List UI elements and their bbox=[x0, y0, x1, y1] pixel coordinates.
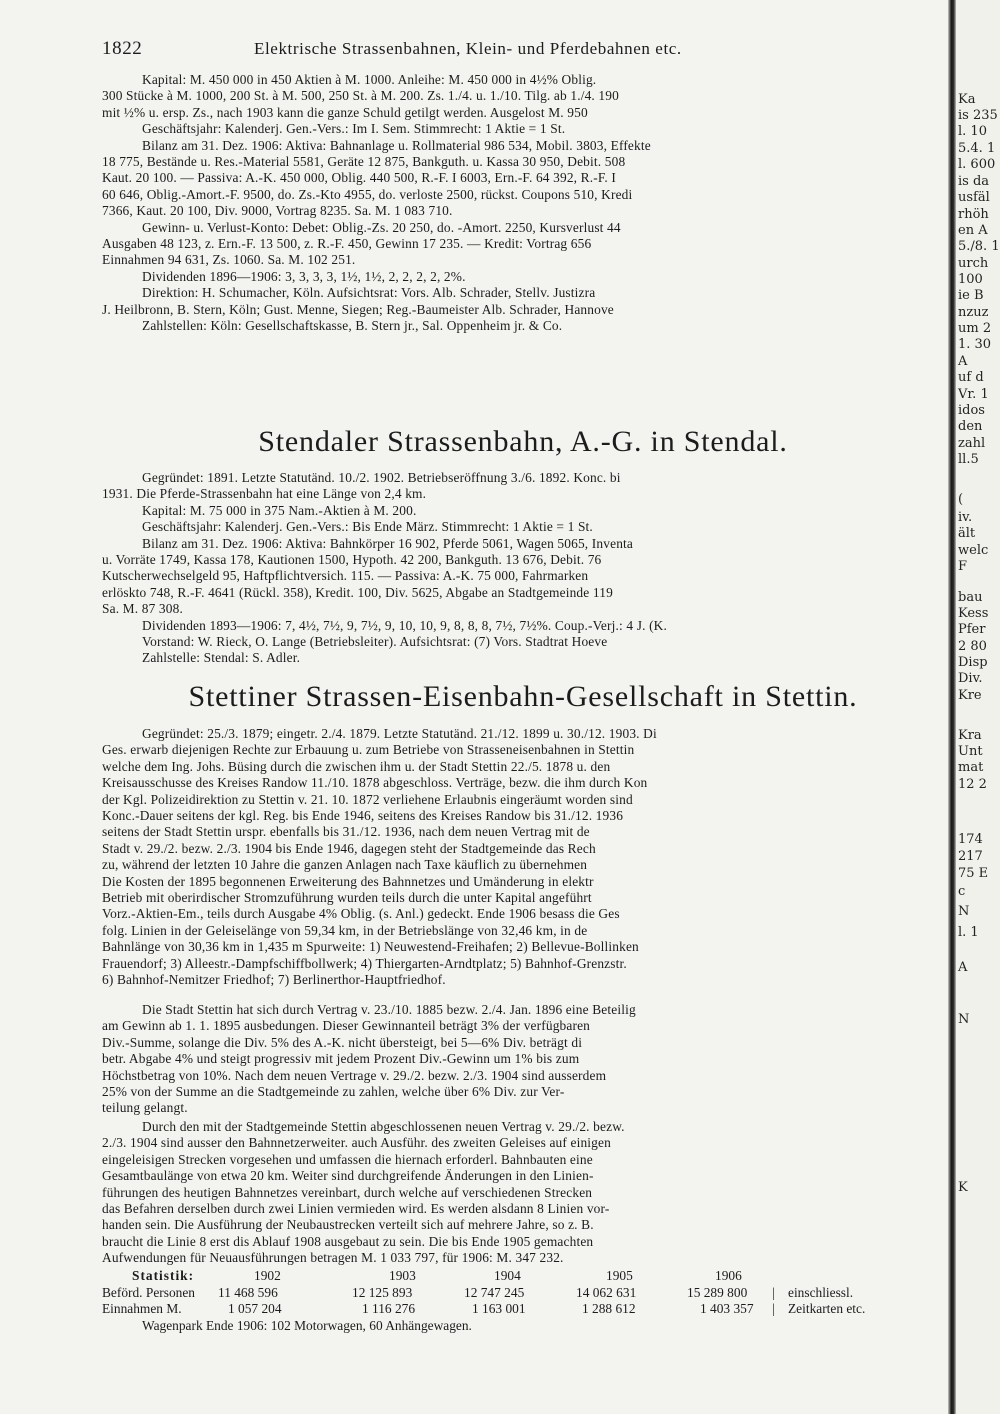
text-line: Gegründet: 1891. Letzte Statutänd. 10./2. 1902. Betriebseröffnung 3./6. 1892. Konc. bi bbox=[142, 470, 621, 485]
adjacent-page-text-fragment: Kra bbox=[958, 728, 982, 743]
adjacent-page-text-fragment: idos bbox=[958, 403, 985, 418]
adjacent-page-text-fragment: 75 E bbox=[958, 866, 989, 881]
text-line: 25% von der Summe an die Stadtgemeinde zu zahlen, welche über 6% Div. zur Ver- bbox=[102, 1084, 565, 1100]
adjacent-page-text-fragment: 5.4. 1 bbox=[958, 141, 996, 156]
adjacent-page-text-fragment: 1. 30 bbox=[958, 337, 992, 352]
adjacent-page-text-fragment: 217 bbox=[958, 849, 983, 864]
adjacent-page-text-fragment: is da bbox=[958, 174, 990, 189]
adjacent-page-text-fragment: 100 bbox=[958, 272, 983, 287]
year-header: 1903 bbox=[389, 1268, 416, 1283]
adjacent-page-text-fragment: mat bbox=[958, 760, 984, 775]
text-line: Höchstbetrag von 10%. Nach dem neuen Vertrage v. 29./2. bezw. 2./3. 1904 sind ausserdem bbox=[102, 1067, 607, 1083]
text-line: u. Vorräte 1749, Kassa 178, Kautionen 1500, Hypoth. 42 200, Bankguth. 13 676, Debit. 76 bbox=[102, 552, 602, 568]
row-label: Beförd. Personen bbox=[102, 1284, 195, 1300]
section-heading-stendal: Stendaler Strassenbahn, A.-G. in Stendal. bbox=[258, 425, 788, 458]
adjacent-page-text-fragment: ält bbox=[958, 526, 976, 541]
fleet-note: Wagenpark Ende 1906: 102 Motorwagen, 60 Anhängewagen. bbox=[142, 1317, 472, 1333]
book-gutter bbox=[948, 0, 956, 1414]
table-cell: 1 163 001 bbox=[472, 1301, 526, 1316]
adjacent-page-text-fragment: ie B bbox=[958, 288, 984, 303]
section-heading-stettin: Stettiner Strassen-Eisenbahn-Gesellschaft in Stettin. bbox=[188, 680, 858, 713]
text-line: Die Stadt Stettin hat sich durch Vertrag v. 23./10. 1885 bezw. 2./4. Jan. 1896 eine Beteilig bbox=[142, 1002, 636, 1017]
adjacent-page-text-fragment: nzuz bbox=[958, 305, 989, 320]
text-line: 2./3. 1904 sind ausser den Bahnnetzerweiter. auch Ausführ. des zweiten Geleises auf einigen bbox=[102, 1135, 611, 1151]
year-header: 1905 bbox=[606, 1268, 633, 1283]
adjacent-page-text-fragment: 12 2 bbox=[958, 777, 987, 792]
text-line: 1931. Die Pferde-Strassenbahn hat eine Länge von 2,4 km. bbox=[102, 486, 427, 502]
text-line: 6) Bahnhof-Nemitzer Friedhof; 7) Berlinerthor-Hauptfriedhof. bbox=[102, 972, 446, 988]
statistics-row bbox=[102, 1301, 944, 1318]
table-cell: 11 468 596 bbox=[218, 1284, 278, 1300]
text-line: mit ½% u. ersp. Zs., nach 1903 kann die ganze Schuld getilgt werden. Ausgelost M. 950 bbox=[102, 104, 588, 120]
text-line: Zahlstelle: Stendal: S. Adler. bbox=[142, 650, 301, 666]
adjacent-page-text-fragment: Kess bbox=[958, 606, 989, 621]
text-line: Direktion: H. Schumacher, Köln. Aufsichtsrat: Vors. Alb. Schrader, Stellv. Justizra bbox=[142, 285, 596, 301]
text-line: Einnahmen 94 631, Zs. 1060. Sa. M. 102 251. bbox=[102, 252, 356, 268]
text-line: Kapital: M. 75 000 in 375 Nam.-Aktien à M. 200. bbox=[142, 502, 417, 518]
adjacent-page-text-fragment: zahl bbox=[958, 436, 986, 451]
adjacent-page-text-fragment: K bbox=[958, 1180, 968, 1195]
year-header: 1904 bbox=[494, 1268, 521, 1283]
statistics-row bbox=[102, 1285, 944, 1302]
text-line: eingeleisigen Strecken vorgesehen und umfassen die hiernach erforderl. Bahnbauten eine bbox=[102, 1151, 593, 1167]
text-line: Ges. erwarb diejenigen Rechte zur Erbauung u. zum Betriebe von Strasseneisenbahnen in Stettin bbox=[102, 742, 635, 758]
adjacent-page-text-fragment: Vr. 1 bbox=[958, 387, 989, 402]
adjacent-page-text-fragment: den bbox=[958, 419, 983, 434]
adjacent-page-text-fragment: c bbox=[958, 884, 966, 899]
statistics-header-row bbox=[102, 1268, 944, 1285]
text-line: seitens der Stadt Stettin urspr. ebenfalls bis 31./12. 1936, nach dem neuen Vertrag mit de bbox=[102, 824, 590, 840]
adjacent-page-text-fragment: ( bbox=[958, 492, 964, 507]
text-line: Kapital: M. 450 000 in 450 Aktien à M. 1000. Anleihe: M. 450 000 in 4½% Oblig. bbox=[142, 72, 597, 87]
year-header: 1906 bbox=[715, 1268, 742, 1283]
text-line: Gewinn- u. Verlust-Konto: Debet: Oblig.-Zs. 20 250, do. -Amort. 2250, Kursverlust 44 bbox=[142, 219, 621, 235]
text-line: Kreisausschusse des Kreises Randow 11./10. 1878 abgeschloss. Verträge, bezw. die ihm durch Kon bbox=[102, 775, 648, 791]
page-number: 1822 bbox=[102, 38, 143, 59]
adjacent-page-text-fragment: Pfer bbox=[958, 622, 986, 637]
adjacent-page-text-fragment: N bbox=[958, 1012, 970, 1027]
statistics-label: Statistik: bbox=[132, 1268, 195, 1283]
text-line: Dividenden 1893—1906: 7, 4½, 7½, 9, 7½, 9, 10, 10, 9, 8, 8, 8, 7½, 7½%. Coup.-Verj.: 4 J. (K. bbox=[142, 617, 667, 633]
text-line: Geschäftsjahr: Kalenderj. Gen.-Vers.: Im I. Sem. Stimmrecht: 1 Aktie = 1 St. bbox=[142, 121, 566, 137]
text-line: 60 646, Oblig.-Amort.-F. 9500, do. Zs.-Kto 4955, do. verloste 2500, rückst. Coupons 510, Kredi bbox=[102, 186, 633, 202]
adjacent-page-text-fragment: urch bbox=[958, 256, 989, 271]
text-line: betr. Abgabe 4% und steigt progressiv mit jedem Prozent Div.-Gewinn um 1% bis zum bbox=[102, 1051, 580, 1067]
text-line: Frauendorf; 3) Alleestr.-Dampfschiffbollwerk; 4) Thiergarten-Arndtplatz; 5) Bahnhof-Grenzstr. bbox=[102, 955, 627, 971]
adjacent-page-text-fragment: bau bbox=[958, 590, 983, 605]
paragraph-city-participation bbox=[102, 1002, 944, 1117]
adjacent-page-text-fragment: um 2 bbox=[958, 321, 992, 336]
adjacent-page-text-fragment: l. 1 bbox=[958, 925, 979, 940]
statistics-table bbox=[102, 1268, 944, 1334]
text-line: Bilanz am 31. Dez. 1906: Aktiva: Bahnkörper 16 902, Pferde 5061, Wagen 5065, Inventa bbox=[142, 535, 633, 551]
text-line: Div.-Summe, solange die Div. 5% des A.-K. nicht übersteigt, bei 5—6% Div. beträgt di bbox=[102, 1034, 583, 1050]
text-line: folg. Linien in der Geleiselänge von 59,34 km, in der Betriebslänge von 32,46 km, in de bbox=[102, 922, 588, 938]
text-line: führungen des heutigen Bahnnetzes vereinbart, durch welche auf verschiedenen Strecken bbox=[102, 1184, 593, 1200]
text-line: Gesamtbaulänge von etwa 20 km. Weiter sind durchgreifende Änderungen in den Linien- bbox=[102, 1168, 594, 1184]
brace: | bbox=[772, 1284, 775, 1300]
adjacent-page-text-fragment: l. 600 bbox=[958, 157, 996, 172]
brace: | bbox=[772, 1301, 775, 1316]
text-line: Stadt v. 29./2. bezw. 2./3. 1904 bis Ende 1946, dagegen steht der Stadtgemeinde das Rech bbox=[102, 840, 596, 856]
adjacent-page-text-fragment: ll.5 bbox=[958, 452, 979, 467]
text-line: teilung gelangt. bbox=[102, 1100, 188, 1116]
text-line: zu, während der letzten 10 Jahre die ganzen Anlagen nach Taxe käuflich zu übernehmen bbox=[102, 857, 588, 873]
page-header bbox=[102, 38, 942, 62]
text-line: J. Heilbronn, B. Stern, Köln; Gust. Menne, Siegen; Reg.-Baumeister Alb. Schrader, Hannove bbox=[102, 301, 614, 317]
text-line: Durch den mit der Stadtgemeinde Stettin abgeschlossenen neuen Vertrag v. 29./2. bezw. bbox=[142, 1119, 625, 1134]
adjacent-page-text-fragment: A bbox=[958, 354, 968, 369]
adjacent-page-text-fragment: rhöh bbox=[958, 207, 989, 222]
adjacent-page-text-fragment: usfäl bbox=[958, 190, 990, 205]
section-previous-company bbox=[102, 72, 944, 335]
row-note: Zeitkarten etc. bbox=[788, 1301, 866, 1316]
adjacent-page-text-fragment: is 235 bbox=[958, 108, 998, 123]
adjacent-page-text-fragment: Unt bbox=[958, 744, 983, 759]
text-line: 7366, Kaut. 20 100, Div. 9000, Vortrag 8235. Sa. M. 1 083 710. bbox=[102, 203, 453, 219]
table-cell: 14 062 631 bbox=[576, 1284, 637, 1300]
table-cell: 12 747 245 bbox=[464, 1284, 525, 1300]
adjacent-page-text-fragment: N bbox=[958, 904, 970, 919]
text-line: braucht die Linie 8 erst dis Ablauf 1908 ausgebaut zu sein. Die bis Ende 1905 gemachten bbox=[102, 1233, 594, 1249]
section-stettin bbox=[102, 726, 944, 989]
table-cell: 12 125 893 bbox=[352, 1284, 413, 1300]
table-cell: 1 403 357 bbox=[700, 1301, 754, 1316]
text-line: Bahnlänge von 30,36 km in 1,435 m Spurweite: 1) Neuwestend-Freihafen; 2) Bellevue-Bollinken bbox=[102, 939, 639, 955]
text-line: handen sein. Die Ausführung der Neubaustrecken verteilt sich auf mehrere Jahre, so z. B. bbox=[102, 1217, 594, 1233]
adjacent-page-text-fragment: Disp bbox=[958, 655, 988, 670]
running-title: Elektrische Strassenbahnen, Klein- und Pferdebahnen etc. bbox=[254, 39, 682, 58]
text-line: Ausgaben 48 123, z. Ern.-F. 13 500, z. R.-F. 450, Gewinn 17 235. — Kredit: Vortrag 656 bbox=[102, 236, 592, 252]
text-line: das Befahren derselben durch zwei Linien vermieden wird. Es werden alsdann 8 Linien vor- bbox=[102, 1201, 610, 1217]
adjacent-page-text-fragment: 2 80 bbox=[958, 639, 987, 654]
adjacent-page-text-fragment: A bbox=[958, 960, 968, 975]
text-line: am Gewinn ab 1. 1. 1895 ausbedungen. Dieser Gewinnanteil beträgt 3% der verfügbaren bbox=[102, 1018, 591, 1034]
text-line: Die Kosten der 1895 begonnenen Erweiterung des Bahnnetzes und Umänderung in elektr bbox=[102, 873, 594, 889]
text-line: Geschäftsjahr: Kalenderj. Gen.-Vers.: Bis Ende März. Stimmrecht: 1 Aktie = 1 St. bbox=[142, 519, 593, 535]
table-cell: 1 116 276 bbox=[362, 1301, 416, 1316]
text-line: der Kgl. Polizeidirektion zu Stettin v. 21. 10. 1872 verliehene Erlaubnis eingeräumt worden sind bbox=[102, 791, 633, 807]
adjacent-page-text-fragment: en A bbox=[958, 223, 988, 238]
adjacent-page-text-fragment: 5./8. 1 bbox=[958, 239, 1000, 254]
text-line: Vorz.-Aktien-Em., teils durch Ausgabe 4% Oblig. (s. Anl.) gedeckt. Ende 1906 besass die Ges bbox=[102, 906, 620, 922]
text-line: Sa. M. 87 308. bbox=[102, 601, 183, 617]
adjacent-page-text-fragment: Div. bbox=[958, 671, 983, 686]
section-stendal bbox=[102, 470, 944, 667]
adjacent-page-edge bbox=[956, 0, 1000, 1414]
text-line: welche dem Ing. Johs. Büsing durch die zwischen ihm u. der Stadt Stettin 22./5. 1878 u. den bbox=[102, 758, 611, 774]
table-cell: 15 289 800 bbox=[687, 1284, 748, 1300]
adjacent-page-text-fragment: l. 10 bbox=[958, 124, 987, 139]
adjacent-page-text-fragment: F bbox=[958, 559, 968, 574]
text-line: Aufwendungen für Neuausführungen betragen M. 1 033 797, für 1906: M. 347 232. bbox=[102, 1250, 564, 1266]
adjacent-page-text-fragment: uf d bbox=[958, 370, 984, 385]
statistics-footer-row bbox=[102, 1318, 944, 1335]
table-cell: 1 057 204 bbox=[228, 1301, 282, 1316]
text-line: 18 775, Bestände u. Res.-Material 5581, Geräte 12 875, Bankguth. u. Kassa 30 950, Debit. 508 bbox=[102, 154, 626, 170]
table-cell: 1 288 612 bbox=[582, 1301, 636, 1316]
adjacent-page-text-fragment: Ka bbox=[958, 92, 976, 107]
text-line: Konc.-Dauer seitens der kgl. Reg. bis Ende 1946, seitens des Kreises Randow bis 31./12. 1936 bbox=[102, 808, 624, 824]
text-line: Gegründet: 25./3. 1879; eingetr. 2./4. 1879. Letzte Statutänd. 21./12. 1899 u. 30./12. 1903. Di bbox=[142, 726, 657, 741]
adjacent-page-text-fragment: welc bbox=[958, 543, 989, 558]
adjacent-page-text-fragment: iv. bbox=[958, 510, 973, 525]
text-line: Dividenden 1896—1906: 3, 3, 3, 3, 1½, 1½, 2, 2, 2, 2, 2%. bbox=[142, 268, 466, 284]
adjacent-page-text-fragment: 174 bbox=[958, 832, 983, 847]
row-label: Einnahmen M. bbox=[102, 1301, 182, 1316]
text-line: Kaut. 20 100. — Passiva: A.-K. 450 000, Oblig. 440 500, R.-F. I 6003, Ern.-F. 64 392, R.-F. I bbox=[102, 170, 616, 186]
text-line: Bilanz am 31. Dez. 1906: Aktiva: Bahnanlage u. Rollmaterial 986 534, Mobil. 3803, Effekte bbox=[142, 137, 651, 153]
text-line: Kutscherwechselgeld 95, Haftpflichtversich. 115. — Passiva: A.-K. 75 000, Fahrmarken bbox=[102, 568, 589, 584]
text-line: 300 Stücke à M. 1000, 200 St. à M. 500, 250 St. à M. 200. Zs. 1./4. u. 1./10. Tilg. ab 1./4. 190 bbox=[102, 88, 619, 104]
text-line: Betrieb mit oberirdischer Stromzuführung wurden teils durch die unter Kapital angeführt bbox=[102, 890, 592, 906]
text-line: erlöskto 748, R.-F. 4641 (Rückl. 358), Kredit. 100, Div. 5625, Abgabe an Stadtgemeinde 119 bbox=[102, 584, 613, 600]
adjacent-page-text-fragment: Kre bbox=[958, 688, 982, 703]
paragraph-new-contract bbox=[102, 1119, 944, 1267]
row-note: einschliessl. bbox=[788, 1284, 854, 1300]
year-header: 1902 bbox=[254, 1268, 281, 1283]
text-line: Zahlstellen: Köln: Gesellschaftskasse, B. Stern jr., Sal. Oppenheim jr. & Co. bbox=[142, 318, 563, 334]
text-line: Vorstand: W. Rieck, O. Lange (Betriebsleiter). Aufsichtsrat: (7) Vors. Stadtrat Hoeve bbox=[142, 634, 608, 650]
